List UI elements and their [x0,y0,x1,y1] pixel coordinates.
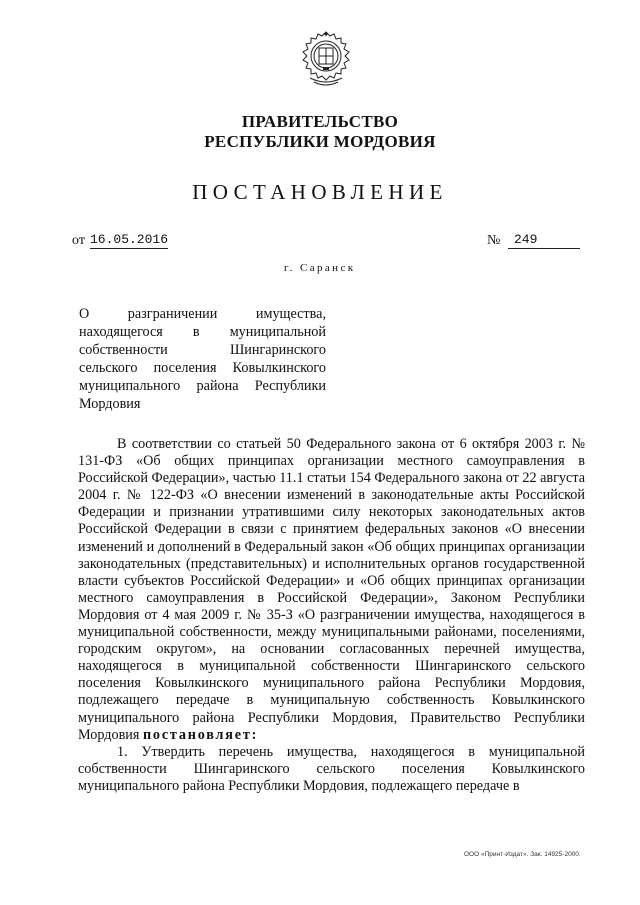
coat-of-arms-icon [296,28,356,90]
number-prefix: № [487,233,501,248]
document-type-title: ПОСТАНОВЛЕНИЕ [192,180,448,204]
printer-footer: ООО «Принт-Издат». Зак. 14925-2000. [464,851,581,858]
date-prefix: от [72,233,85,248]
document-body [78,436,585,795]
body-paragraph-1 [78,436,585,744]
document-subject: О разграничении имущества, находящегося в муниципальной собственности Шингаринского сельского поселения Ковылкинского муниципального района Республики Мордовия [79,306,326,412]
resolution-keyword: постановляет: [142,726,259,743]
government-name-line1: ПРАВИТЕЛЬСТВО [241,112,399,131]
government-name-line2: РЕСПУБЛИКИ МОРДОВИЯ [204,132,436,151]
document-date: 16.05.2016 [90,232,169,247]
document-number: 249 [508,232,580,249]
body-paragraph-2: 1. Утвердить перечень имущества, находящегося в муниципальной собственности Шингаринского сельского поселения Ковылкинского муниципального района Республики Мордовия, подлежащего передаче в [78,743,585,794]
issue-city: г. Саранск [284,262,356,274]
paragraph-1-text: В соответствии со статьей 50 Федерального закона от 6 октября 2003 г. № 131-ФЗ «Об общих принципах организации местного самоуправления в Российской Федерации», частью 11.1 статьи 154 Федерального закона от 22 августа 2004 г. № 122-ФЗ «О внесении изменений в законодательные акты Российской Федерации и признании утратившими силу некоторых законодательных актов Российской Федерации в связи с принятием федеральных законов «О внесении изменений и дополнений в Федеральный закон «Об общих принципах организации законодательных (представительных) и исполнительных органов государственной власти субъектов Российской Федерации» и «Об общих принципах организации местного самоуправления в Российской Федерации», Законом Республики Мордовия от 4 мая 2009 г. № 35-З «О разграничении имущества, находящегося в муниципальной собственности, между муниципальными районами, поселениями, городским округом», на основании согласованных перечней имущества, находящегося в муниципальной собственности Шингаринского сельского поселения Ковылкинского муниципального района Республики Мордовия, подлежащего передаче в муниципальную собственность Ковылкинского муниципального района Республики Мордовия, Правительство Республики Мордовия [78,436,585,743]
